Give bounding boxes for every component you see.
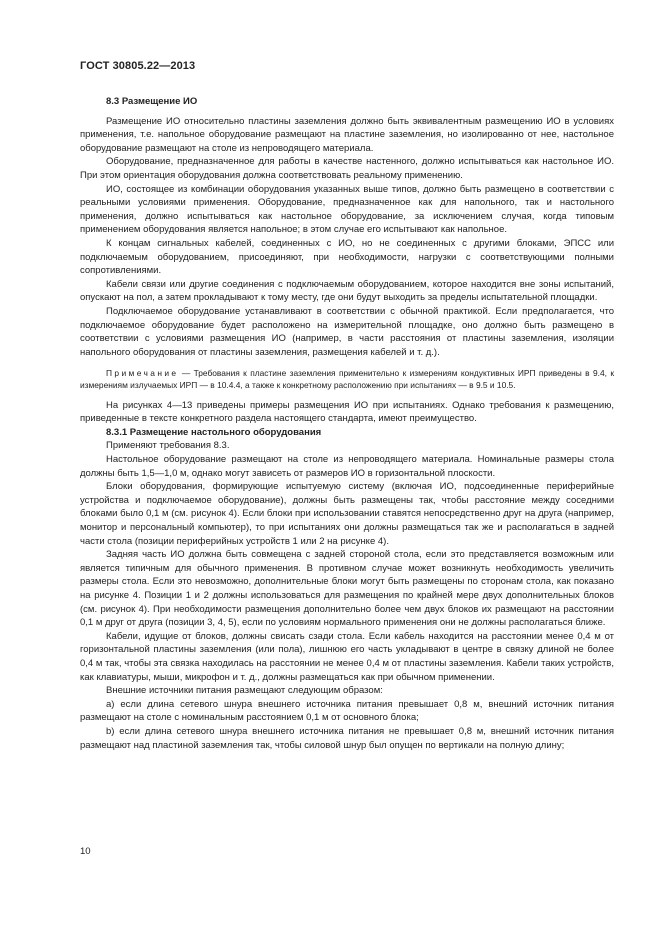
paragraph: Блоки оборудования, формирующие испытуемую систему (включая ИО, подсоединенные периферийные устройства и подключаемое оборудование), должны быть размещены так, чтобы расстояние между соседними блоками было 0,1 м (см. рисунок 4). Если блоки при использовании ставятся непосредственно друг на друга (например, монитор и персональный компьютер), то при испытаниях они должны размещаться так же и располагаться в задней части стола (позиции периферийных устройств 1 или 2 на рисунке 4). [80, 481, 614, 547]
paragraph: Подключаемое оборудование устанавливают в соответствии с обычной практикой. Если предполагается, что подключаемое оборудование будет расположено на измерительной площадке, оно должно быть размещено в соответствии с условиями размещения ИО (например, в части расстояния от пластины заземления, изоляции напольного оборудования от пластины заземления, размещения кабелей и т. д.). [80, 305, 614, 358]
note-label: Примечание [106, 368, 179, 379]
section-title: 8.3 Размещение ИО [106, 96, 198, 107]
note [80, 367, 614, 391]
paragraph: Применяют требования 8.3. [106, 440, 230, 452]
list-item: b) если длина сетевого шнура внешнего источника питания не превышает 0,8 м, внешний источник питания размещают над пластиной заземления так, чтобы силовой шнур был опущен по вертикали на полную длину; [80, 725, 614, 751]
page-number: 10 [80, 846, 91, 857]
paragraph: Кабели, идущие от блоков, должны свисать сзади стола. Если кабель находится на расстоянии менее 0,4 м от горизонтальной пластины заземления (или пола), лишнюю его часть укладывают в центре в связку длиной не более 0,4 м так, чтобы эта связка находилась на расстоянии не менее 0,4 м от пластины заземления. Кабели таких устройств, как клавиатуры, мыши, микрофон и т. д., должны размещаться как при обычном применении. [80, 630, 614, 683]
paragraph: К концам сигнальных кабелей, соединенных с ИО, но не соединенных с другими блоками, ЭПСС или подключаемым оборудованием, присоединяют, при необходимости, нагрузки с соответствующими полными сопротивлениями. [80, 237, 614, 277]
note-text: — Требования к пластине заземления применительно к измерениям кондуктивных ИРП приведены в 9.4, к измерениям излучаемых ИРП — в 10.4.4, а также к конкретному расположению при испытаниях — в 9.5 и 10.5. [80, 368, 614, 391]
paragraph: Оборудование, предназначенное для работы в качестве настенного, должно испытываться как настольное ИО. При этом ориентация оборудования должна соответствовать реальному применению. [80, 156, 614, 181]
subsection-title: 8.3.1 Размещение настольного оборудования [106, 426, 322, 438]
paragraph: Задняя часть ИО должна быть совмещена с задней стороной стола, если это представляется возможным или является типичным для обычного применения. В противном случае может возникнуть необходимость увеличить размеры стола. Если это невозможно, дополнительные блоки могут быть размещены по сторонам стола, как показано на рисунке 4. Позиции 1 и 2 должны использоваться для размещения по крайней мере двух дополнительных блоков (см. рисунок 4). При необходимости размещения дополнительно более чем двух блоков их размещают на расстоянии 0,1 м друг от друга (позиции 3, 4, 5), если по условиям нормального применения они не должны располагаться ближе. [80, 549, 614, 629]
paragraph: Настольное оборудование размещают на столе из непроводящего материала. Номинальные размеры стола должны быть 1,5—1,0 м, однако могут зависеть от размеров ИО в горизонтальной плоскости. [80, 454, 614, 479]
paragraph: ИО, состоящее из комбинации оборудования указанных выше типов, должно быть размещено в соответствии с реальными условиями применения. Оборудование, предназначенное как для напольного, так и настольного применения, должно испытываться как настольное оборудование, за исключением случая, когда типовым применением оборудования является напольное; в этом случае его испытывают как напольное. [80, 183, 614, 236]
list-item: a) если длина сетевого шнура внешнего источника питания превышает 0,8 м, внешний источник питания размещают на столе с номинальным расстоянием 0,1 м от основного блока; [80, 698, 614, 724]
page-body [80, 95, 614, 752]
paragraph: Внешние источники питания размещают следующим образом: [106, 685, 383, 697]
paragraph: На рисунках 4—13 приведены примеры размещения ИО при испытаниях. Однако требования к размещению, приведенные в тексте конкретного раздела настоящего стандарта, имеют преимущество. [80, 399, 614, 425]
standard-header: ГОСТ 30805.22—2013 [80, 60, 196, 72]
paragraph: Кабели связи или другие соединения с подключаемым оборудованием, которое находится вне зоны испытаний, опускают на пол, а затем прокладывают к тому месту, где они будут выходить за пределы испытательной площадки. [80, 278, 614, 304]
paragraph: Размещение ИО относительно пластины заземления должно быть эквивалентным размещению ИО в условиях применения, т.е. напольное оборудование размещают на пластине заземления, но изолированно от нее, настольное оборудование размещают на столе из непроводящего материала. [80, 115, 614, 154]
